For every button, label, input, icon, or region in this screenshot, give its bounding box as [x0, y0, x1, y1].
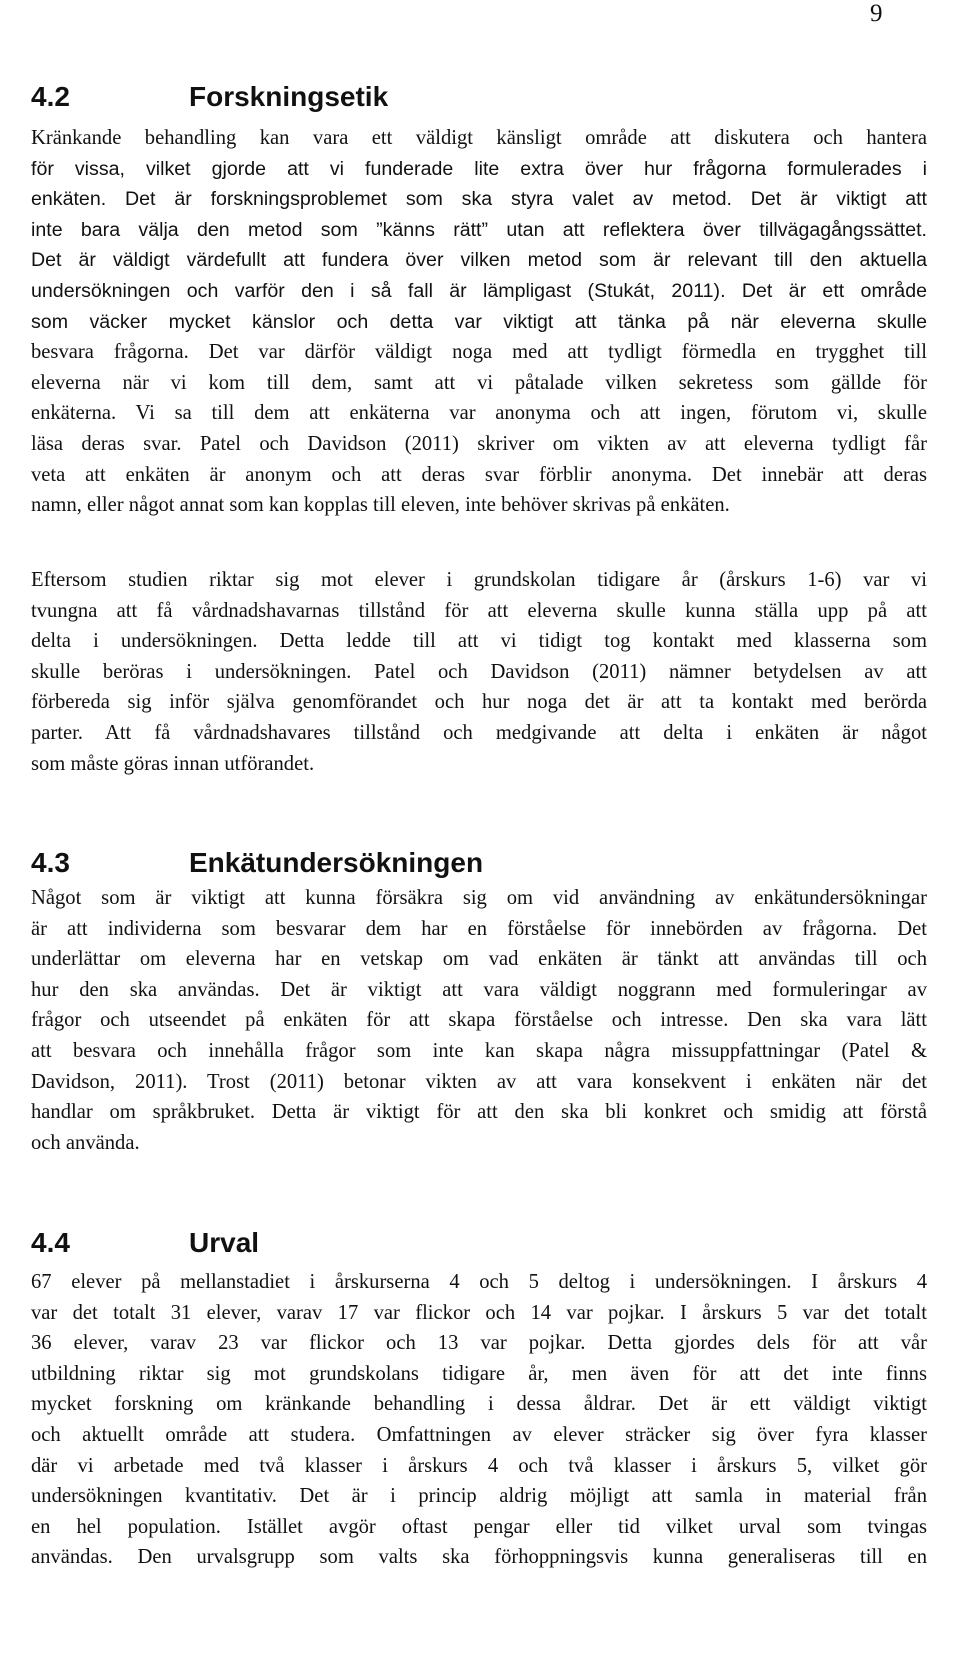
section-number: 4.3	[31, 847, 70, 878]
paragraph-4-2-2	[31, 565, 927, 779]
text-line: är att individerna som besvarar dem har en förståelse för innebörden av frågorna. Det	[31, 917, 927, 940]
text-line: besvara frågorna. Det var därför väldigt noga med att tydligt förmedla en trygghet till	[31, 341, 927, 364]
text-line: var det totalt 31 elever, varav 17 var flickor och 14 var pojkar. I årskurs 5 var det totalt	[31, 1301, 927, 1324]
page-number: 9	[870, 0, 883, 27]
text-line: förbereda sig inför själva genomförandet och hur noga det är att ta kontakt med berörda	[31, 691, 927, 714]
text-line: läsa deras svar. Patel och Davidson (2011) skriver om vikten av att eleverna tydligt får	[31, 432, 927, 455]
text-line: underlättar om eleverna har en vetskap om vad enkäten är tänkt att användas till och	[31, 948, 927, 971]
text-line: Något som är viktigt att kunna försäkra sig om vid användning av enkätundersökningar	[31, 887, 927, 909]
section-heading-4-4	[31, 1226, 259, 1260]
text-line: namn, eller något annat som kan kopplas till eleven, inte behöver skrivas på enkäten.	[31, 494, 730, 517]
text-line: utbildning riktar sig mot grundskolans tidigare år, men även för att det inte finns	[31, 1362, 927, 1385]
text-line: Davidson, 2011). Trost (2011) betonar vikten av att vara konsekvent i enkäten när det	[31, 1070, 927, 1093]
section-title: Urval	[189, 1227, 260, 1258]
text-line: en hel population. Istället avgör oftast pengar eller tid vilket urval som tvingas	[31, 1515, 927, 1538]
text-line: frågor och utseendet på enkäten för att skapa förståelse och intresse. Den ska vara lätt	[31, 1009, 927, 1032]
paragraph-4-2-1	[31, 123, 927, 521]
text-line: delta i undersökningen. Detta ledde till att vi tidigt tog kontakt med klasserna som	[31, 630, 927, 653]
text-line: 67 elever på mellanstadiet i årskurserna 4 och 5 deltog i undersökningen. I årskurs 4	[31, 1271, 927, 1293]
text-line: undersökningen och varför den i så fall är lämpligast (Stukát, 2011). Det är ett område	[31, 279, 927, 302]
text-line: eleverna när vi kom till dem, samt att vi påtalade vilken sekretess som gällde för	[31, 371, 927, 394]
text-line: enkäterna. Vi sa till dem att enkäterna var anonyma och att ingen, förutom vi, skulle	[31, 402, 927, 425]
paragraph-4-4-1	[31, 1267, 927, 1573]
section-number: 4.2	[31, 81, 70, 112]
text-line: veta att enkäten är anonym och att deras svar förblir anonyma. Det innebär att deras	[31, 463, 927, 486]
section-title: Enkätundersökningen	[189, 847, 484, 878]
text-line: där vi arbetade med två klasser i årskurs 4 och två klasser i årskurs 5, vilket gör	[31, 1454, 927, 1477]
section-heading-4-3	[31, 846, 483, 880]
text-line: enkäten. Det är forskningsproblemet som ska styra valet av metod. Det är viktigt att	[31, 188, 927, 211]
text-line: Kränkande behandling kan vara ett väldigt känsligt område att diskutera och hantera	[31, 127, 927, 149]
section-title: Forskningsetik	[189, 81, 389, 112]
text-line: som väcker mycket känslor och detta var viktigt att tänka på när eleverna skulle	[31, 310, 927, 333]
text-line: användas. Den urvalsgrupp som valts ska förhoppningsvis kunna generaliseras till en	[31, 1546, 927, 1569]
text-line: parter. Att få vårdnadshavares tillstånd och medgivande att delta i enkäten är något	[31, 721, 927, 744]
text-line: att besvara och innehålla frågor som inte kan skapa några missuppfattningar (Patel &	[31, 1039, 927, 1062]
text-line: 36 elever, varav 23 var flickor och 13 var pojkar. Detta gjordes dels för att vår	[31, 1332, 927, 1355]
text-line: för vissa, vilket gjorde att vi funderade lite extra över hur frågorna formulerades i	[31, 157, 927, 180]
section-number: 4.4	[31, 1227, 70, 1258]
text-line: Eftersom studien riktar sig mot elever i grundskolan tidigare år (årskurs 1-6) var vi	[31, 569, 927, 591]
paragraph-4-3-1	[31, 883, 927, 1158]
text-line: skulle beröras i undersökningen. Patel och Davidson (2011) nämner betydelsen av att	[31, 660, 927, 683]
text-line: inte bara välja den metod som ”känns rätt” utan att reflektera över tillvägagångssättet.	[31, 218, 927, 241]
section-heading-4-2	[31, 80, 388, 114]
text-line: och använda.	[31, 1131, 140, 1154]
text-line: mycket forskning om kränkande behandling i dessa åldrar. Det är ett väldigt viktigt	[31, 1393, 927, 1416]
text-line: handlar om språkbruket. Detta är viktigt för att den ska bli konkret och smidig att förstå	[31, 1101, 927, 1124]
text-line: Det är väldigt värdefullt att fundera över vilken metod som är relevant till den aktuella	[31, 249, 927, 272]
text-line: tvungna att få vårdnadshavarnas tillstånd för att eleverna skulle kunna ställa upp på att	[31, 599, 927, 622]
text-line: som måste göras innan utförandet.	[31, 752, 315, 775]
text-line: undersökningen kvantitativ. Det är i princip aldrig möjligt att samla in material från	[31, 1485, 927, 1508]
text-line: och aktuellt område att studera. Omfattningen av elever sträcker sig över fyra klasser	[31, 1423, 927, 1446]
text-line: hur den ska användas. Det är viktigt att vara väldigt noggrann med formuleringar av	[31, 978, 927, 1001]
